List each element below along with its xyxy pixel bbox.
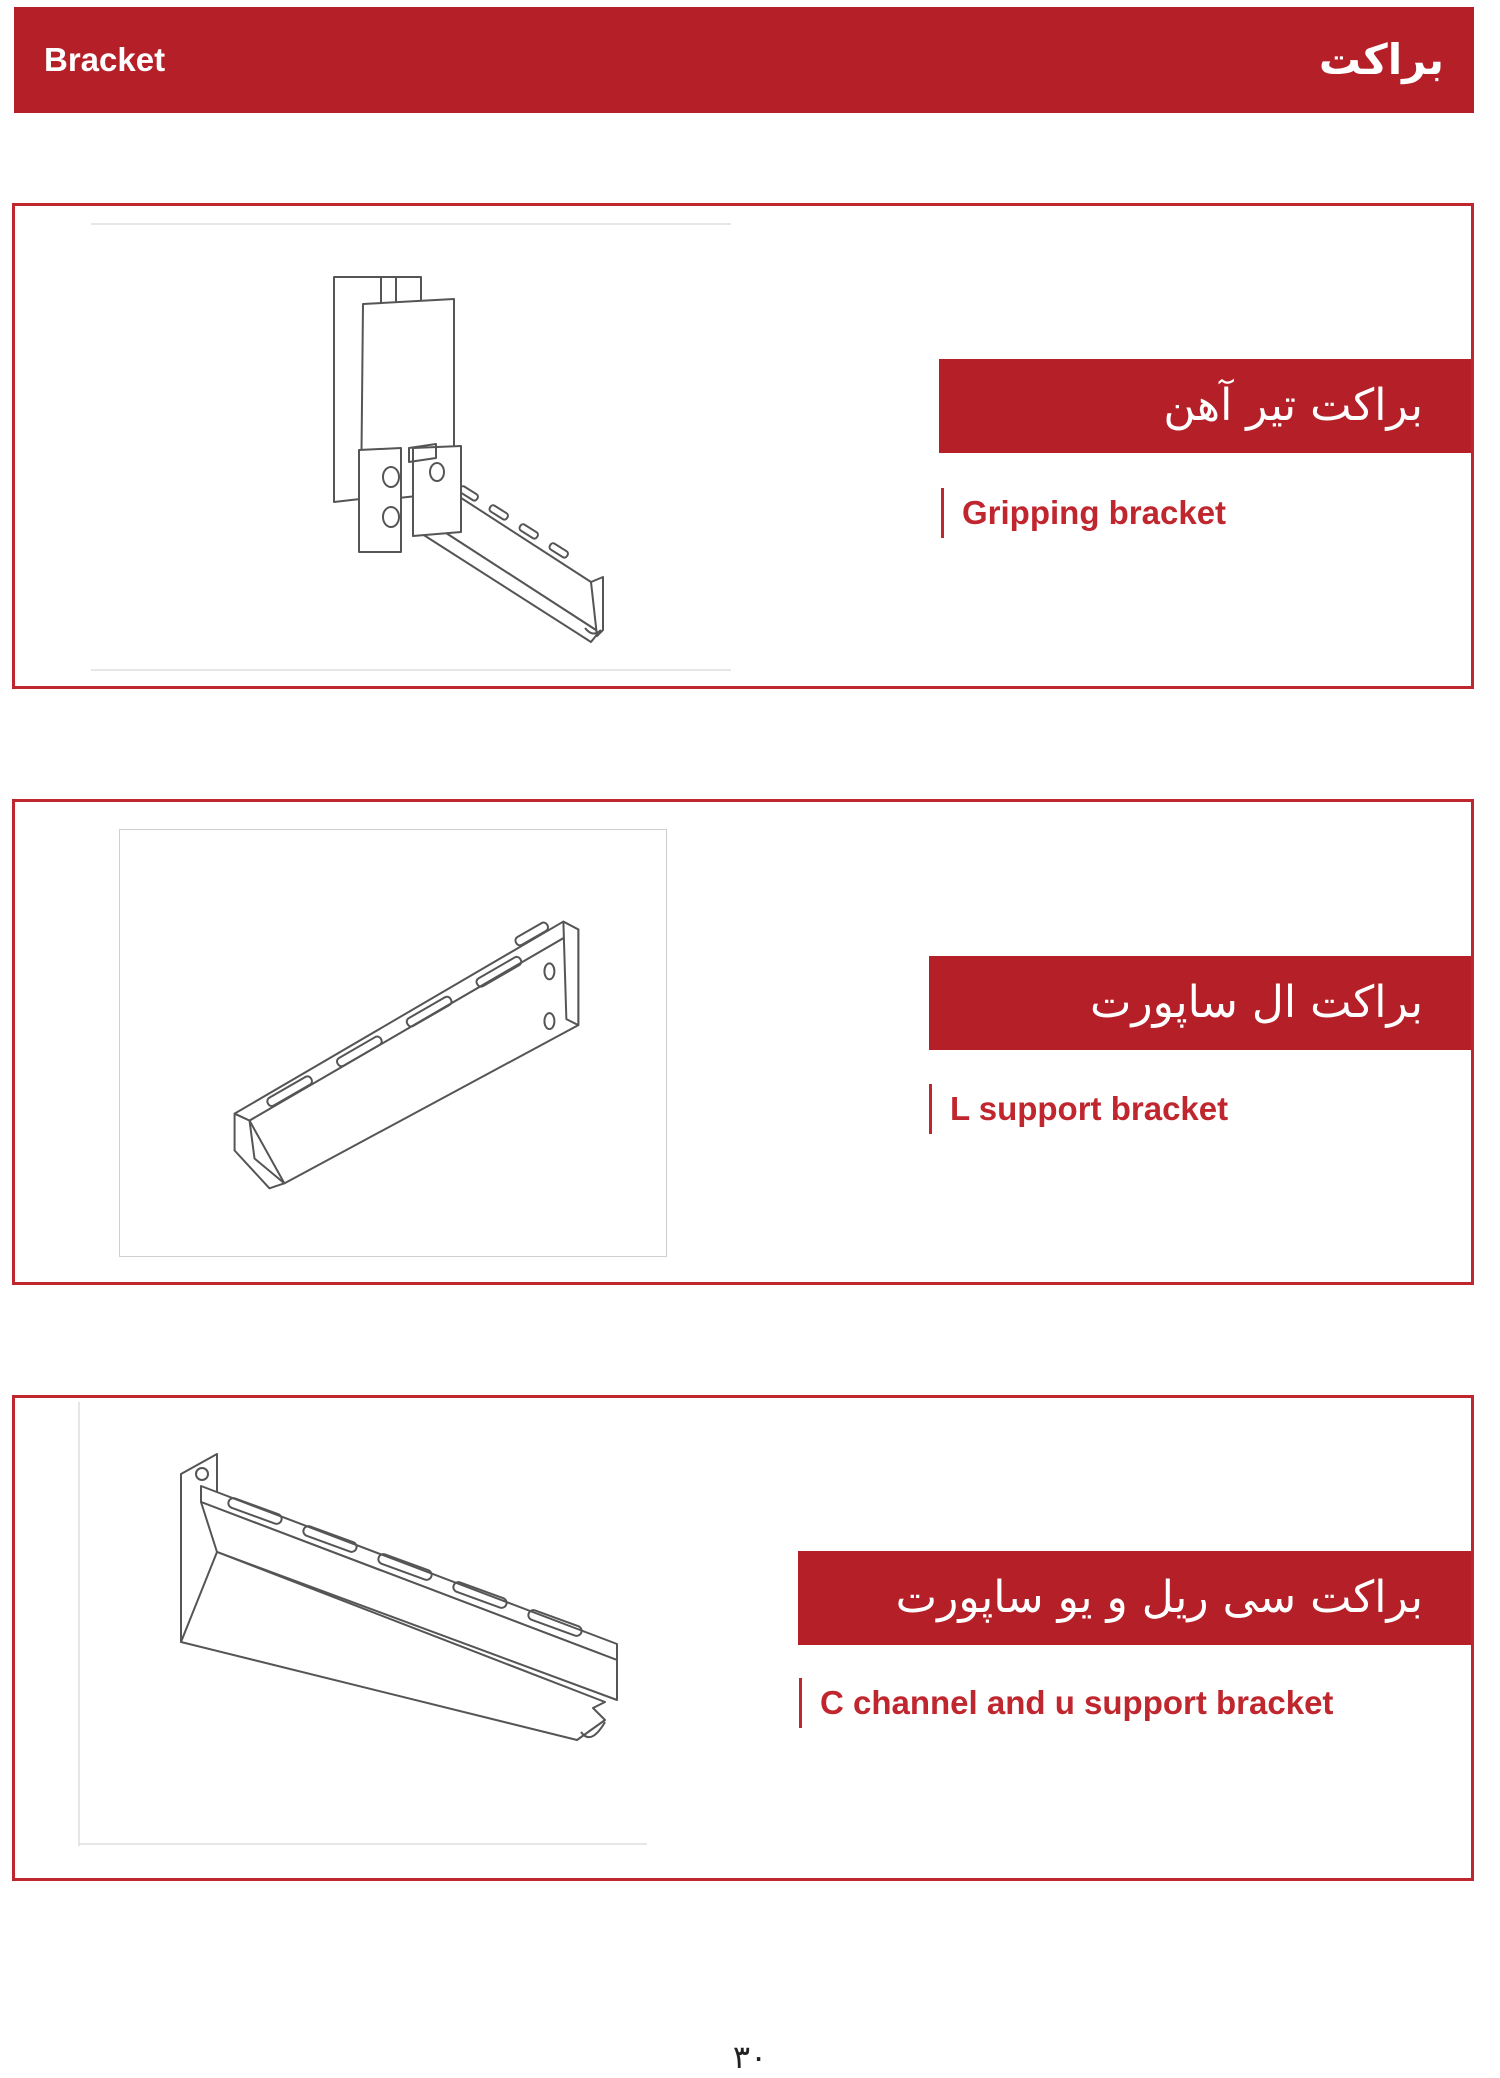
product-title-en: C channel and u support bracket [799,1678,1333,1728]
product-title-fa: براکت تیر آهن [1163,380,1423,431]
gripping-bracket-drawing [91,222,731,672]
product-title-fa: براکت ال ساپورت [1090,977,1423,1028]
product-title-bar [929,956,1471,1050]
c-channel-bracket-drawing [77,1402,647,1846]
product-card-c-channel [12,1395,1474,1881]
product-title-fa: براکت سی ریل و یو ساپورت [895,1572,1423,1623]
product-card-l-support [12,799,1474,1285]
product-title-en: L support bracket [929,1084,1228,1134]
header-title-fa: براکت [1318,35,1444,84]
l-support-bracket-drawing [119,829,667,1257]
page-number: ۳۰ [732,2038,768,2076]
product-card-gripping [12,203,1474,689]
header-title-en: Bracket [44,41,166,78]
product-title-bar [939,359,1471,453]
product-title-en: Gripping bracket [941,488,1226,538]
page-header [14,7,1474,113]
product-title-bar [798,1551,1471,1645]
